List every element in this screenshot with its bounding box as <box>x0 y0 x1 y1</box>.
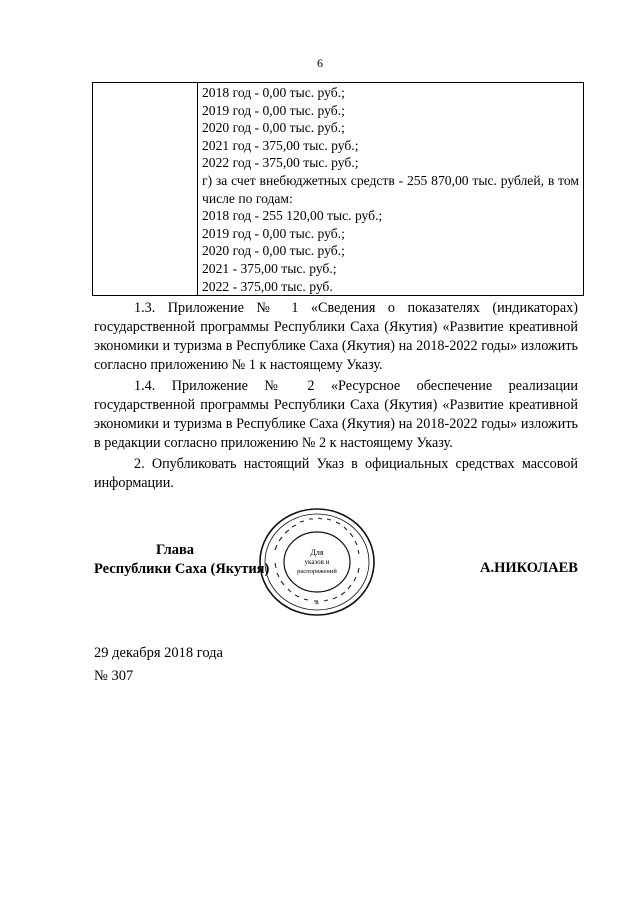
financing-line: 2019 год - 0,00 тыс. руб.; <box>202 102 345 118</box>
official-seal <box>257 506 377 618</box>
financing-line: 2021 - 375,00 тыс. руб.; <box>202 260 337 276</box>
seal-star-icon: * <box>315 600 319 609</box>
document-date: 29 декабря 2018 года <box>94 645 223 661</box>
table-row <box>93 83 584 296</box>
financing-table <box>92 82 584 296</box>
signatory-name: А.НИКОЛАЕВ <box>480 560 578 576</box>
financing-line: г) за счет внебюджетных средств - 255 870,00 тыс. рублей, в том числе по годам: <box>202 172 579 206</box>
page-number: 6 <box>317 56 323 70</box>
signature-title <box>94 541 269 579</box>
financing-line: 2022 - 375,00 тыс. руб. <box>202 278 333 294</box>
financing-line: 2018 год - 255 120,00 тыс. руб.; <box>202 208 383 224</box>
paragraph-1-3: 1.3. Приложение № 1 «Сведения о показателях (индикаторах) государственной программы Республики Саха (Якутия) «Развитие креативной экономики и туризма в Республике Саха (Якутия) на 2018-2022 годы» изложить согласно приложению № 1 к настоящему Указу. <box>94 300 578 373</box>
paragraph-1-4: 1.4. Приложение № 2 «Ресурсное обеспечение реализации государственной программы Республики Саха (Якутия) «Развитие креативной экономики и туризма в Республике Саха (Якутия) на 2018-2022 годы» изложить в редакции согласно приложению № 2 к настоящему Указу. <box>94 378 578 451</box>
financing-line: 2020 год - 0,00 тыс. руб.; <box>202 243 345 259</box>
financing-line: 2022 год - 375,00 тыс. руб.; <box>202 155 359 171</box>
seal-text-3: распоряжений <box>297 568 337 575</box>
signature-title-line-1: Глава <box>156 542 195 558</box>
seal-text-1: Для <box>310 548 324 557</box>
table-cell-financing <box>198 83 584 296</box>
seal-text-2: указов и <box>304 558 330 566</box>
financing-line: 2018 год - 0,00 тыс. руб.; <box>202 85 345 100</box>
financing-line: 2020 год - 0,00 тыс. руб.; <box>202 120 345 136</box>
document-number: № 307 <box>94 668 134 684</box>
financing-line: 2021 год - 375,00 тыс. руб.; <box>202 137 359 153</box>
signature-title-line-2: Республики Саха (Якутия) <box>94 561 270 577</box>
paragraph-2: 2. Опубликовать настоящий Указ в официальных средствах массовой информации. <box>94 456 578 491</box>
financing-line: 2019 год - 0,00 тыс. руб.; <box>202 225 345 241</box>
table-cell-empty <box>93 83 198 296</box>
